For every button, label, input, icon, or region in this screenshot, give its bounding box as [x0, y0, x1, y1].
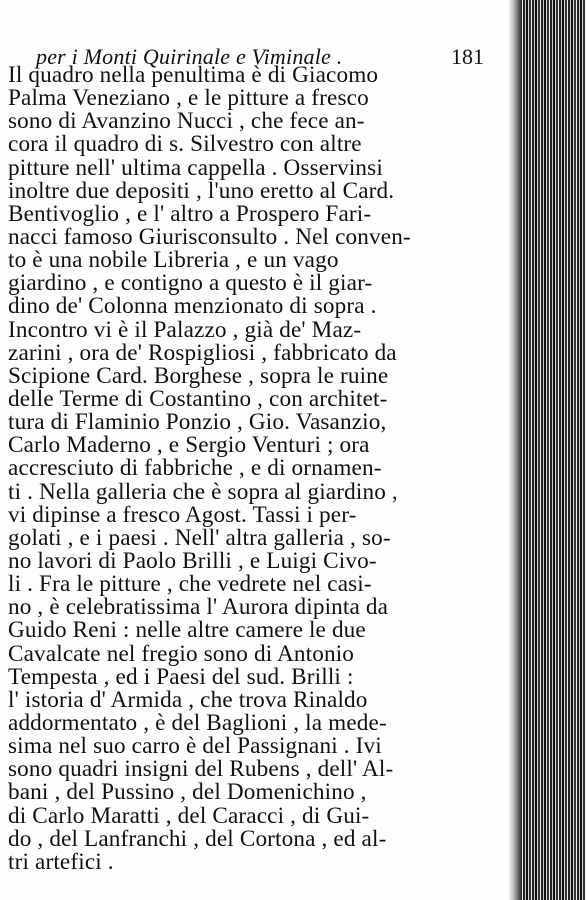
text-line: pitture nell' ultima cappella . Osservinsi [8, 154, 383, 181]
body-text [8, 64, 490, 874]
text-line: Tempesta , ed i Paesi del sud. Brilli : [8, 663, 354, 690]
text-line: Il quadro nella penultima è di Giacomo [8, 62, 379, 88]
text-line: li . Fra le pitture , che vedrete nel casi- [8, 571, 372, 598]
text-line: golati , e i paesi . Nell' altra galleria , so- [8, 524, 391, 551]
text-line: giardino , e contigno a questo è il giar- [8, 270, 373, 297]
text-line: sono di Avanzino Nucci , che fece an- [8, 108, 365, 135]
text-line: sima nel suo carro è del Passignani . Ivi [8, 733, 382, 760]
page-number: 181 [451, 44, 484, 69]
text-line: inoltre due depositi , l'uno eretto al Card. [8, 177, 395, 204]
text-line: nacci famoso Giurisconsulto . Nel conven- [8, 223, 411, 250]
text-line: Scipione Card. Borghese , sopra le ruine [8, 362, 389, 389]
text-line: dino de' Colonna menzionato di sopra . [8, 293, 377, 320]
text-line: Guido Reni : nelle altre camere le due [8, 617, 366, 644]
text-line: Palma Veneziano , e le pitture a fresco [8, 85, 369, 112]
text-line: addormentato , è del Baglioni , la mede- [8, 709, 387, 736]
text-line: tri artefici . [8, 848, 114, 875]
text-line: di Carlo Maratti , del Caracci , di Gui- [8, 802, 370, 829]
text-line: ti . Nella galleria che è sopra al giardino , [8, 478, 398, 505]
text-line: Bentivoglio , e l' altro a Prospero Fari- [8, 200, 372, 227]
text-line: bani , del Pussino , del Domenichino , [8, 779, 367, 806]
text-line: no , è celebratissima l' Aurora dipinta da [8, 594, 389, 621]
text-line: l' istoria d' Armida , che trova Rinaldo [8, 686, 368, 713]
text-line: cora il quadro di s. Silvestro con altre [8, 131, 362, 158]
text-line: Carlo Maderno , e Sergio Venturi ; ora [8, 432, 370, 459]
text-line: Cavalcate nel fregio sono di Antonio [8, 640, 355, 667]
text-line: no lavori di Paolo Brilli , e Luigi Civo- [8, 547, 377, 574]
text-line: Incontro vi è il Palazzo , già de' Maz- [8, 316, 362, 343]
text-line: zarini , ora de' Rospigliosi , fabbricato da [8, 339, 397, 366]
text-line: accresciuto di fabbriche , e di ornamen- [8, 455, 382, 482]
text-line: tura di Flaminio Ponzio , Gio. Vasanzio, [8, 409, 387, 436]
text-line: do , del Lanfranchi , del Cortona , ed al- [8, 825, 387, 852]
text-line: delle Terme di Costantino , con architet- [8, 385, 388, 412]
book-page-edge [508, 0, 586, 900]
text-line: to è una nobile Libreria , e un vago [8, 247, 339, 274]
text-line: sono quadri insigni del Rubens , dell' Al- [8, 756, 394, 783]
text-line: vi dipinse a fresco Agost. Tassi i per- [8, 501, 357, 528]
running-title: per i Monti Quirinale e Viminale . [36, 44, 343, 69]
